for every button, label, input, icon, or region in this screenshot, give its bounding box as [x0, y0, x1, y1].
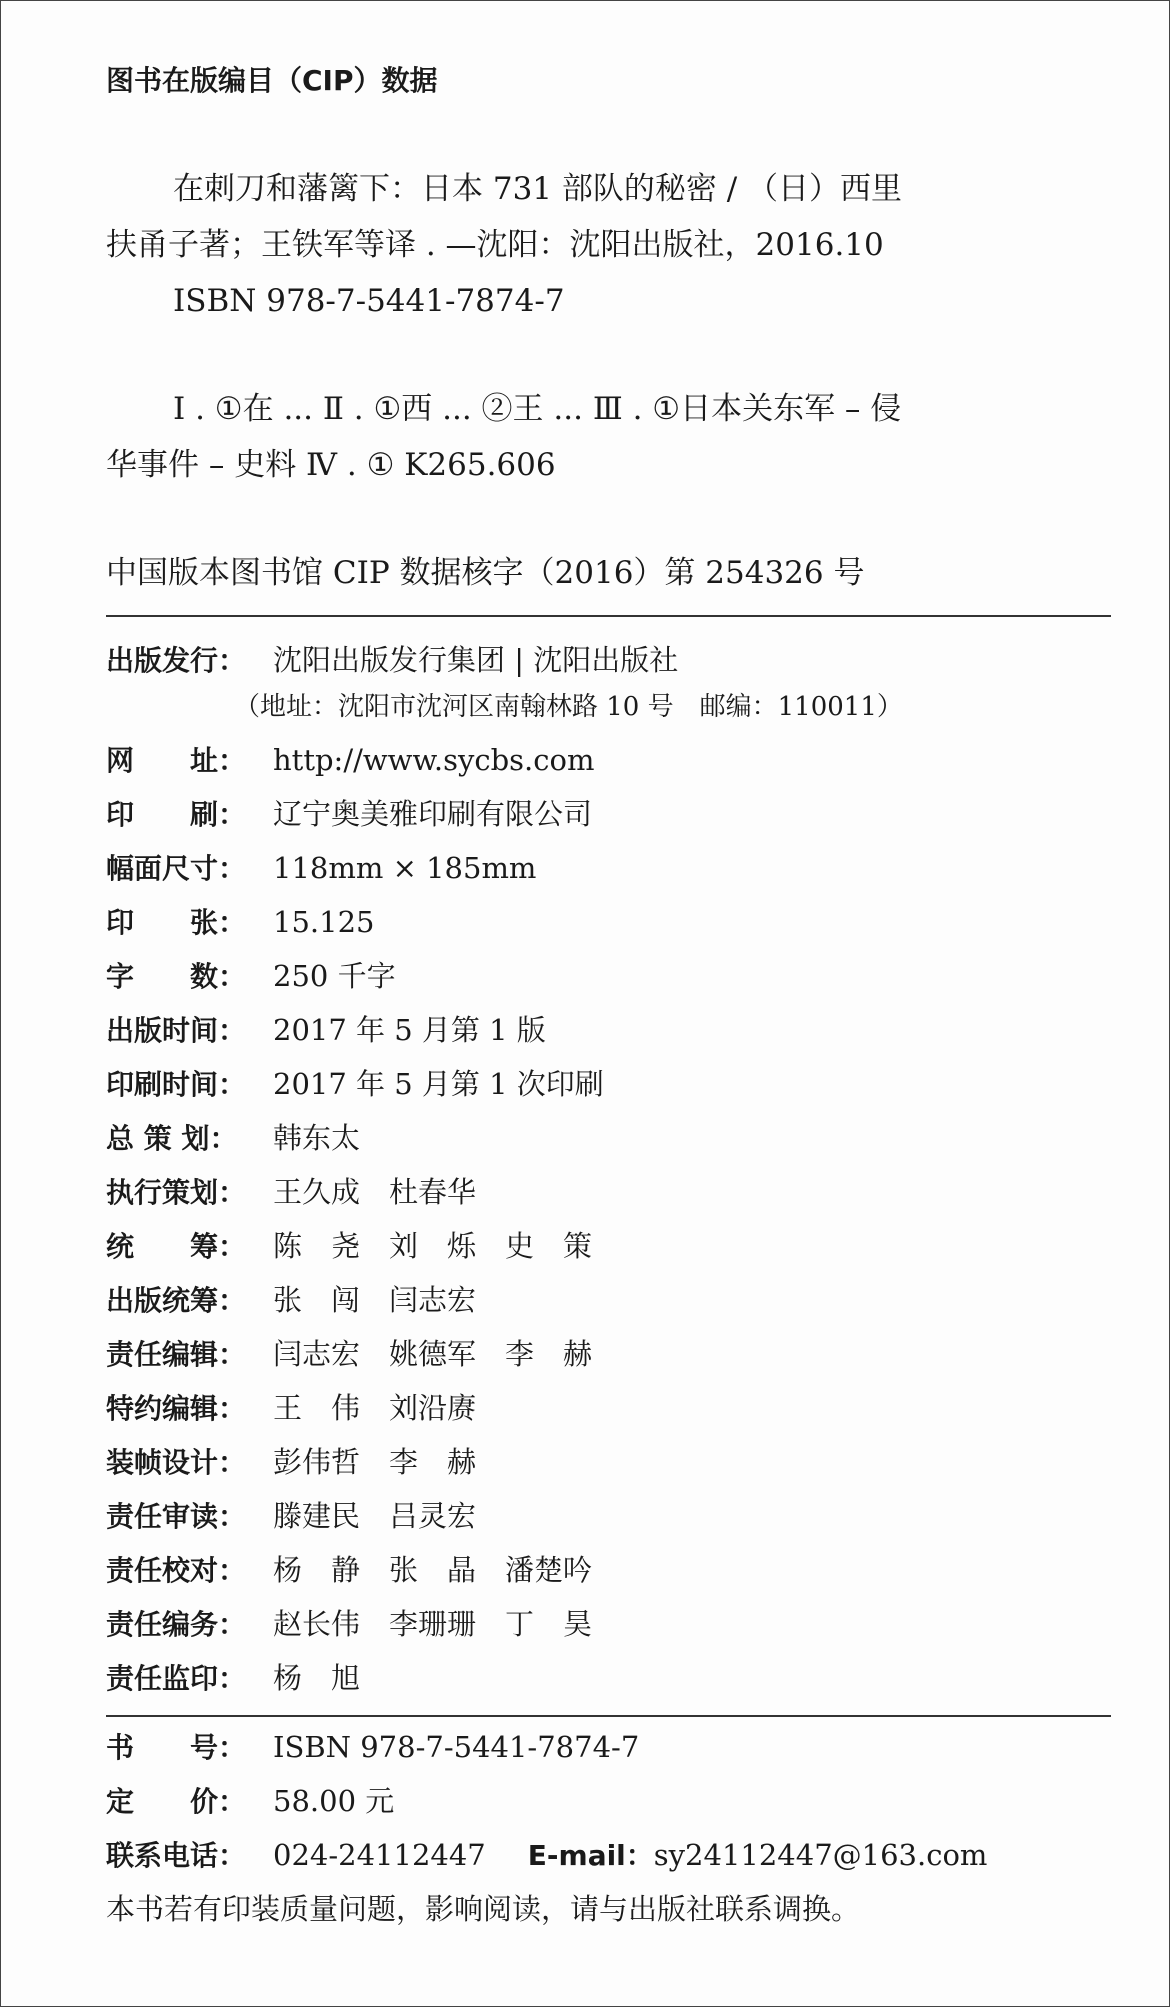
info-row-website: [106, 733, 1106, 787]
info-label: 总 策 划：: [106, 1122, 238, 1155]
info-label: 责任编辑：: [106, 1338, 247, 1371]
cip-isbn-line: ISBN 978-7-5441-7874-7: [173, 283, 565, 319]
info-label: 执行策划：: [106, 1176, 247, 1209]
info-label: 印刷时间：: [106, 1068, 247, 1101]
info-value: 杨 静 张 晶 潘楚吟: [273, 1553, 593, 1587]
info-row-format: [106, 841, 1106, 895]
info-row-sheets: [106, 895, 1106, 949]
info-value: 15.125: [273, 905, 375, 939]
info-label: 定 价：: [106, 1785, 247, 1818]
info-row-review: [106, 1489, 1106, 1543]
info-row-isbn: [106, 1720, 1106, 1774]
info-value: 陈 尧 刘 烁 史 策: [273, 1229, 593, 1263]
info-label: 印 张：: [106, 906, 247, 939]
info-label: 特约编辑：: [106, 1392, 247, 1425]
info-row-publish-coordination: [106, 1273, 1106, 1327]
info-label: 出版统筹：: [106, 1284, 247, 1317]
info-label: 责任监印：: [106, 1662, 247, 1695]
info-label: 责任审读：: [106, 1500, 247, 1533]
publisher-info: [106, 633, 1106, 1705]
info-label: 幅面尺寸：: [106, 852, 247, 885]
info-label: 印 刷：: [106, 798, 247, 831]
info-label: 出版发行：: [106, 644, 247, 677]
info-label: 联系电话：: [106, 1839, 247, 1872]
info-row-proofreading: [106, 1543, 1106, 1597]
info-value: 王 伟 刘沿赓: [273, 1391, 477, 1425]
address-value: （地址：沈阳市沈河区南翰林路 10 号 邮编：110011）: [234, 692, 903, 722]
info-value: 118mm × 185mm: [273, 851, 537, 885]
quality-notice: 本书若有印装质量问题，影响阅读，请与出版社联系调换。: [106, 1892, 861, 1926]
email-label: E-mail：: [527, 1839, 654, 1872]
info-row-print-supervision: [106, 1651, 1106, 1705]
info-value: 赵长伟 李珊珊 丁 昊: [273, 1607, 593, 1641]
info-value: 2017 年 5 月第 1 版: [273, 1013, 546, 1047]
info-value: 沈阳出版发行集团 | 沈阳出版社: [273, 643, 679, 677]
info-label: 责任编务：: [106, 1608, 247, 1641]
website-link: http://www.sycbs.com: [273, 743, 595, 777]
info-row-coordination: [106, 1219, 1106, 1273]
email-value: sy24112447@163.com: [653, 1838, 988, 1872]
info-value: 辽宁奥美雅印刷有限公司: [273, 797, 593, 831]
info-label: 网 址：: [106, 744, 247, 777]
info-value: 250 千字: [273, 959, 396, 993]
cip-heading: 图书在版编目（CIP）数据: [106, 64, 438, 97]
info-row-price: [106, 1774, 1106, 1828]
info-value: 张 闯 闫志宏: [273, 1283, 477, 1317]
info-value: 王久成 杜春华: [273, 1175, 477, 1209]
info-value: 杨 旭: [273, 1661, 361, 1695]
info-value: 2017 年 5 月第 1 次印刷: [273, 1067, 604, 1101]
info-row-contact: [106, 1828, 1106, 1882]
cip-data-block: [106, 161, 966, 601]
info-row-guest-editors: [106, 1381, 1106, 1435]
isbn-value: ISBN 978-7-5441-7874-7: [273, 1730, 640, 1764]
info-value: 滕建民 吕灵宏: [273, 1499, 477, 1533]
cip-classification-line-2: 华事件 – 史料 Ⅳ . ① K265.606: [106, 447, 556, 483]
book-info: [106, 1720, 1106, 1936]
info-row-affairs: [106, 1597, 1106, 1651]
divider-top: [106, 615, 1111, 617]
phone-value: 024-24112447: [273, 1838, 486, 1872]
info-label: 责任校对：: [106, 1554, 247, 1587]
info-row-chief-planner: [106, 1111, 1106, 1165]
cip-verify-number: 中国版本图书馆 CIP 数据核字（2016）第 254326 号: [106, 555, 865, 591]
info-row-exec-planner: [106, 1165, 1106, 1219]
info-row-print-date: [106, 1057, 1106, 1111]
info-value: 韩东太: [273, 1121, 361, 1155]
cip-author-line: 扶甬子著；王铁军等译 . —沈阳：沈阳出版社，2016.10: [106, 227, 884, 263]
info-label: 统 筹：: [106, 1230, 247, 1263]
info-value: 闫志宏 姚德军 李 赫: [273, 1337, 593, 1371]
info-row-printer: [106, 787, 1106, 841]
info-row-publish-date: [106, 1003, 1106, 1057]
cip-classification-line: Ⅰ . ①在 ... Ⅱ . ①西 ... ②王 ... Ⅲ . ①日本关东军 – 侵: [173, 391, 902, 427]
info-row-editors: [106, 1327, 1106, 1381]
info-label: 装帧设计：: [106, 1446, 247, 1479]
info-label: 书 号：: [106, 1731, 247, 1764]
info-row-wordcount: [106, 949, 1106, 1003]
info-row-design: [106, 1435, 1106, 1489]
info-label: 字 数：: [106, 960, 247, 993]
info-value: 彭伟哲 李 赫: [273, 1445, 477, 1479]
info-label: 出版时间：: [106, 1014, 247, 1047]
info-row-publisher: [106, 633, 1106, 687]
info-row-address: [106, 687, 1106, 733]
price-value: 58.00 元: [273, 1784, 395, 1818]
divider-bottom: [106, 1715, 1111, 1717]
cip-title-line: 在刺刀和藩篱下：日本 731 部队的秘密 / （日）西里: [173, 171, 903, 207]
